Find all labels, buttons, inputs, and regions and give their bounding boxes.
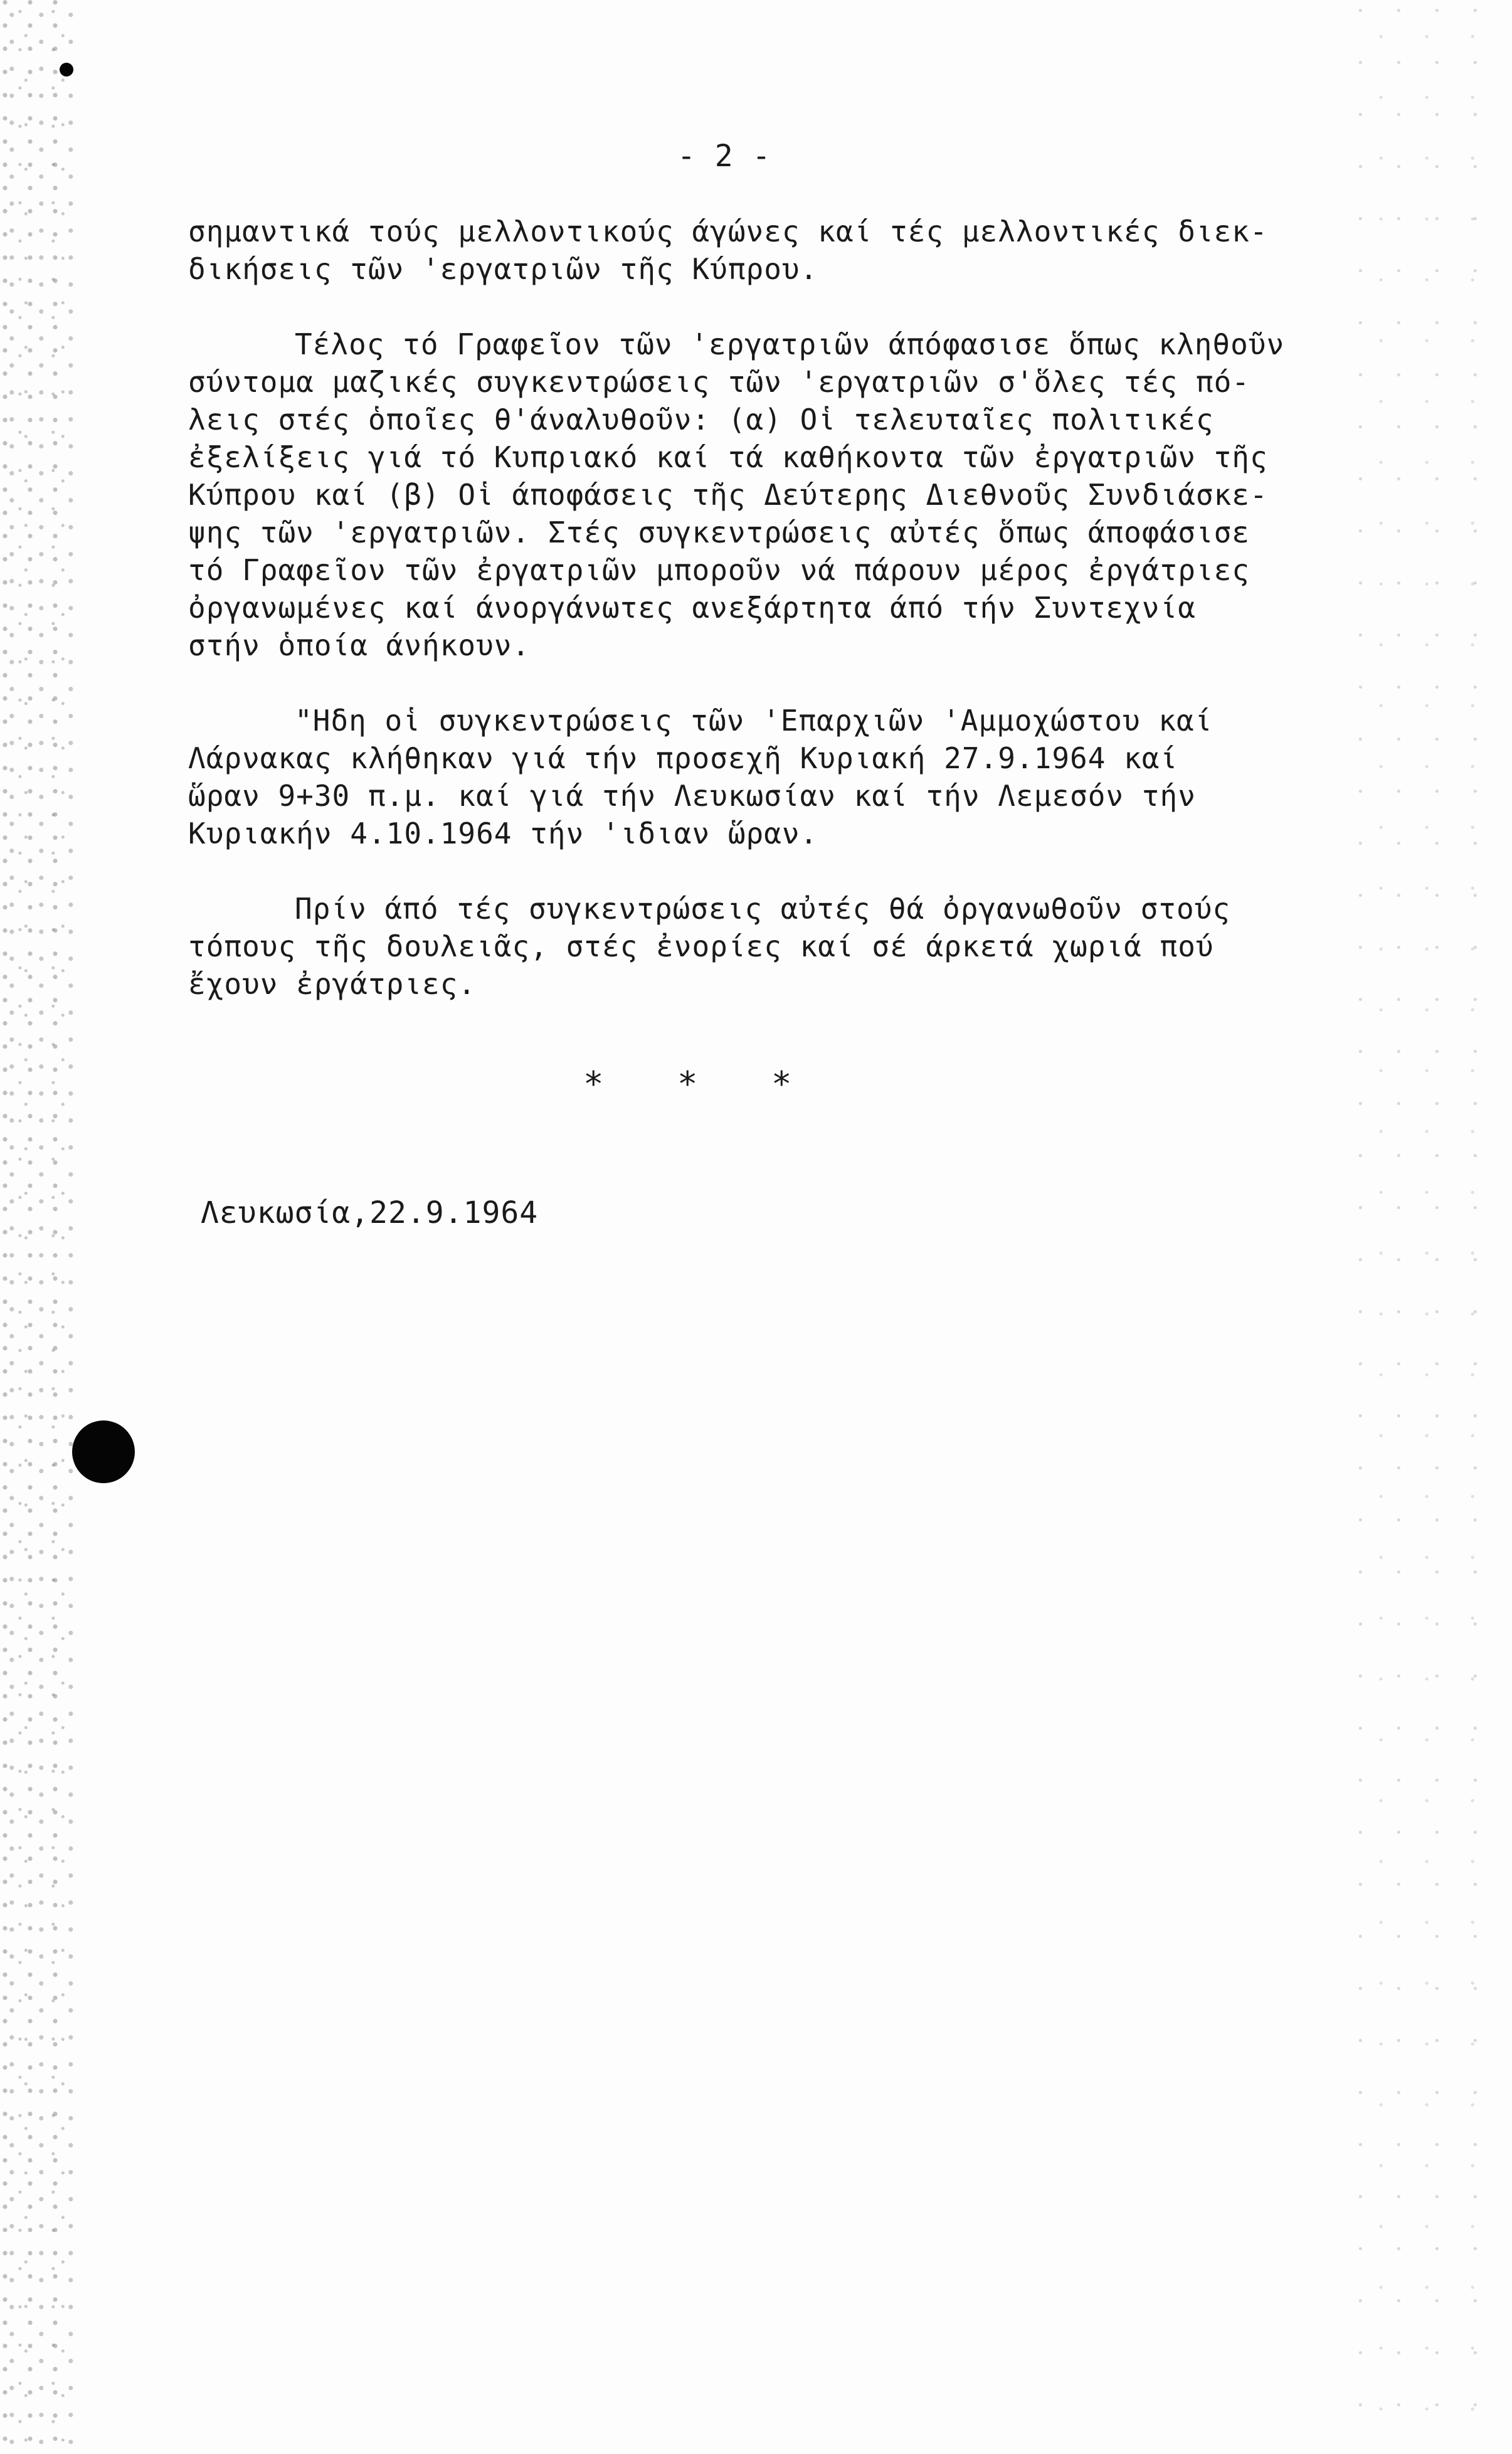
punch-hole-small — [60, 63, 73, 77]
section-separator — [583, 1066, 865, 1103]
punch-hole-large — [72, 1420, 135, 1483]
paragraph-3-line-4: Κυριακήν 4.10.1964 τήν 'ιδιαν ὥραν. — [188, 817, 818, 850]
paragraph-2-line-8: ὀργανωμένες καί άνοργάνωτες ανεξάρτητα άπό τήν Συντεχνία — [188, 591, 1196, 625]
paragraph-2-line-1: Τέλος τό Γραφεῖον τῶν 'εργατριῶν άπόφασισε ὅπως κληθοῦν — [295, 327, 1285, 361]
paragraph-2-line-7: τό Γραφεῖον τῶν ἐργατριῶν μποροῦν νά πάρουν μέρος ἐργάτριες — [188, 553, 1250, 587]
paragraph-4-line-3: ἔχουν ἐργάτριες. — [188, 967, 477, 1001]
separator-star: * — [771, 1064, 792, 1104]
paragraph-2-line-5: Κύπρου καί (β) Οἱ άποφάσεις τῆς Δεύτερης Διεθνοῦς Συνδιάσκε- — [188, 478, 1268, 512]
photocopy-right-noise — [1349, 0, 1512, 2454]
paragraph-4-line-1: Πρίν άπό τές συγκεντρώσεις αὐτές θά ὀργανωθοῦν στούς — [295, 892, 1231, 926]
paragraph-1-line-2: δικήσεις τῶν 'εργατριῶν τῆς Κύπρου. — [188, 252, 818, 286]
paragraph-2-line-9: στήν ὁποία άνήκουν. — [188, 628, 531, 662]
paragraph-3-line-1: "Ηδη οἱ συγκεντρώσεις τῶν 'Επαρχιῶν 'Αμμοχώστου καί — [295, 704, 1213, 738]
paragraph-3-line-3: ὥραν 9+30 π.μ. καί γιά τήν Λευκωσίαν καί τήν Λεμεσόν τήν — [188, 779, 1196, 813]
page-number: - 2 - — [677, 139, 771, 174]
photocopy-margin-noise — [0, 0, 75, 2454]
paragraph-2-line-2: σύντομα μαζικές συγκεντρώσεις τῶν 'εργατριῶν σ'ὅλες τές πό- — [188, 365, 1250, 399]
paragraph-3-line-2: Λάρνακας κλήθηκαν γιά τήν προσεχῆ Κυριακή 27.9.1964 καί — [188, 741, 1178, 775]
paragraph-1-line-1: σημαντικά τούς μελλοντικούς άγώνες καί τές μελλοντικές διεκ- — [188, 214, 1268, 248]
paragraph-2-line-3: λεις στές ὁποῖες θ'άναλυθοῦν: (α) Οἱ τελευταῖες πολιτικές — [188, 403, 1214, 436]
paragraph-4-line-2: τόπους τῆς δουλειᾶς, στές ἐνορίες καί σέ άρκετά χωριά πού — [188, 929, 1214, 963]
separator-star: * — [677, 1064, 698, 1104]
separator-star: * — [583, 1064, 604, 1104]
date-line: Λευκωσία,22.9.1964 — [201, 1195, 539, 1230]
paragraph-2-line-4: ἐξελίξεις γιά τό Κυπριακό καί τά καθήκοντα τῶν ἐργατριῶν τῆς — [188, 440, 1268, 474]
paragraph-2-line-6: ψης τῶν 'εργατριῶν. Στές συγκεντρώσεις αὐτές ὅπως άποφάσισε — [188, 516, 1250, 549]
